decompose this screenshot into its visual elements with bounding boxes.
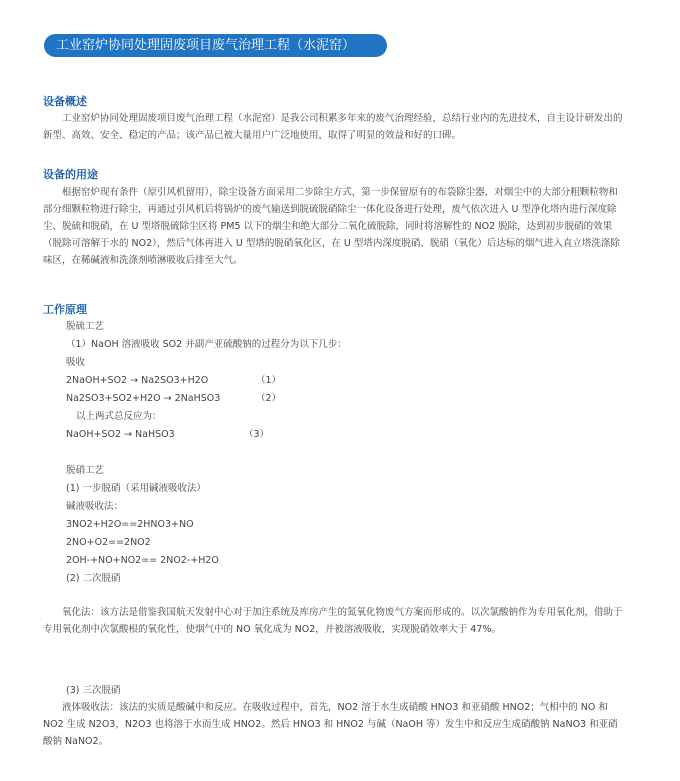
overview-heading: 设备概述 <box>43 95 87 108</box>
alkali-label: 碱液吸收法： <box>66 501 124 512</box>
equation-2 <box>66 390 626 408</box>
desulf-step1: （1）NaOH 溶液吸收 SO2 并副产亚硫酸钠的过程分为以下几步： <box>66 339 347 350</box>
equation-3 <box>66 426 626 444</box>
equation-1-text: 2NaOH+SO2 → Na2SO3+H2O <box>66 375 209 386</box>
page-title-banner <box>44 34 387 57</box>
page-title: 工业窑炉协同处理固废项目废气治理工程（水泥窑） <box>56 38 356 53</box>
absorb-label: 吸收 <box>66 357 86 368</box>
denitr-title: 脱硝工艺 <box>66 465 105 476</box>
step3-paragraph <box>43 699 625 750</box>
desulf-title: 脱硫工艺 <box>66 321 105 332</box>
equation-2-text: Na2SO3+SO2+H2O → 2NaHSO3 <box>66 393 221 404</box>
equation-1 <box>66 372 626 390</box>
principle-heading: 工作原理 <box>43 303 87 316</box>
denitr-step3: (3) 三次脱硝 <box>66 685 121 696</box>
overview-paragraph <box>43 110 623 144</box>
denitr-step2: (2) 二次脱硝 <box>66 573 121 584</box>
usage-heading: 设备的用途 <box>43 168 98 181</box>
step2-text: 氧化法：该方法是借鉴我国航天发射中心对于加注系统及库房产生的氮氧化物废气方案而形成的。以次氯酸钠作为专用氧化剂，借助于专用氧化剂中次氯酸根的氧化性，使烟气中的 NO 氧化成为 NO2，并被溶液吸收，实现脱硝效率大于 47%。 <box>43 607 623 635</box>
step3-block <box>66 682 626 700</box>
equation-3-number: （3） <box>244 429 270 440</box>
total-reaction-label: 以上两式总反应为： <box>76 411 162 422</box>
overview-text: 工业窑炉协同处理固废项目废气治理工程（水泥窑）是我公司积累多年来的废气治理经验，总结行业内的先进技术，自主设计研发出的新型、高效、安全、稳定的产品；该产品已被大量用户广泛地使用，取得了明显的效益和好的口碑。 <box>43 113 623 141</box>
equation-5: 2NO+O2==2NO2 <box>66 537 151 548</box>
desulfurization-block <box>66 318 626 588</box>
step3-text: 液体吸收法：该法的实质是酸碱中和反应。在吸收过程中，首先，NO2 溶于水生成硝酸 HNO3 和亚硝酸 HNO2；气相中的 NO 和 NO2 生成 N2O3，N2O3 也将溶于水而生成 HNO2。然后 HNO3 和 HNO2 与碱（NaOH 等）发生中和反应生成硝酸钠 NaNO3 和亚硝酸钠 NaNO2。 <box>43 702 618 747</box>
equation-1-number: （1） <box>256 375 282 386</box>
equation-6: 2OH-+NO+NO2== 2NO2-+H2O <box>66 555 219 566</box>
equation-3-text: NaOH+SO2 → NaHSO3 <box>66 429 175 440</box>
equation-2-number: （2） <box>256 393 282 404</box>
usage-paragraph <box>43 184 623 269</box>
usage-text: 根据窑炉现有条件（原引风机留用），除尘设备方面采用二步除尘方式，第一步保留原有的布袋除尘器，对烟尘中的大部分粗颗粒物和部分细颗粒物进行除尘，再通过引风机后将锅炉的废气输送到脱硫脱硝除尘一体化设备进行处理，废气依次进入 U 型净化塔内进行深度除尘、脱硫和脱硝，在 U 型塔脱硫除尘区将 PM5 以下的烟尘和绝大部分二氧化硫脱除，同时将溶解性的 NO2 脱除，达到初步脱硝的效果（脱除可溶解于水的 NO2），然后气体再进入 U 型塔的脱硝氧化区，在 U 型塔内深度脱硝、脱硝（氧化）后达标的烟气进入直立塔洗涤除味区，在稀碱液和洗涤剂喷淋吸收后排至大气。 <box>43 187 620 266</box>
step2-paragraph <box>43 604 625 638</box>
denitr-step1: (1) 一步脱硝（采用碱液吸收法） <box>66 483 206 494</box>
equation-4: 3NO2+H2O==2HNO3+NO <box>66 519 194 530</box>
